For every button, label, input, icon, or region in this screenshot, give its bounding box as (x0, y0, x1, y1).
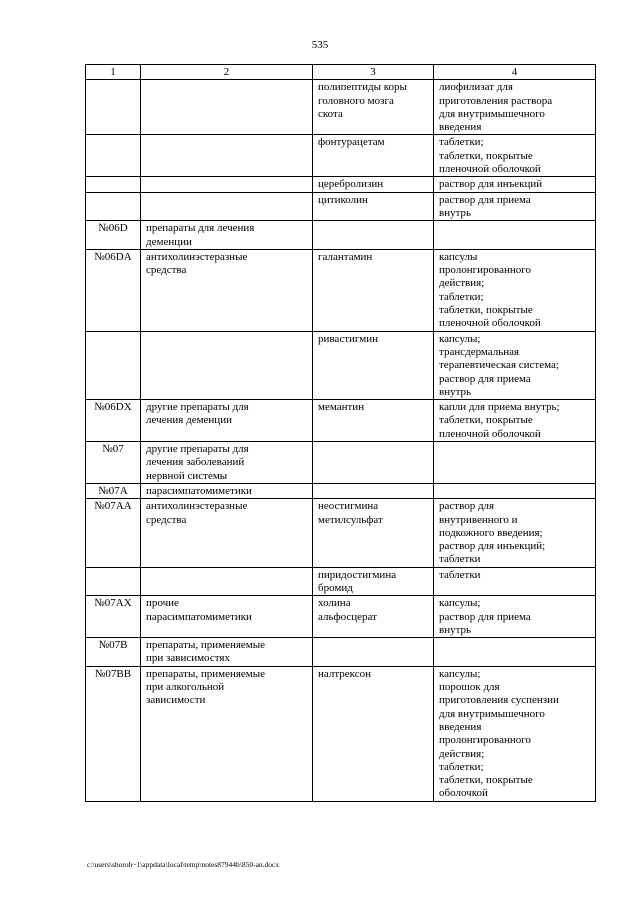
cell-line: антихолинэстеразные (146, 500, 248, 513)
cell-line: капсулы; (439, 597, 481, 610)
atc-code-cell: №06DA (86, 249, 141, 331)
group-name-cell (141, 135, 313, 177)
cell-line: лечения заболеваний (146, 456, 245, 469)
substance-cell (313, 331, 434, 399)
table-row (86, 666, 596, 801)
substance-cell (313, 596, 434, 638)
substance-cell (313, 567, 434, 596)
column-header-2: 2 (141, 65, 313, 80)
cell-line: таблетки, покрытые (439, 414, 533, 427)
cell-line: для внутримышечного (439, 107, 545, 120)
cell-line: скота (318, 107, 343, 120)
cell-line: для внутримышечного (439, 707, 545, 720)
drug-table (85, 64, 596, 802)
cell-line: раствор для инъекций; (439, 540, 546, 553)
dosage-form-cell (434, 80, 596, 135)
cell-line: цитиколин (318, 193, 368, 206)
substance-cell (313, 177, 434, 192)
dosage-form-cell (434, 400, 596, 442)
cell-line: ривастигмин (318, 332, 378, 345)
group-name-cell (141, 499, 313, 567)
dosage-form-cell (434, 666, 596, 801)
atc-code-cell (86, 192, 141, 221)
cell-line: введения (439, 121, 482, 134)
atc-code-cell (86, 177, 141, 192)
table-row (86, 221, 596, 250)
atc-code-cell (86, 331, 141, 399)
substance-cell (313, 483, 434, 498)
cell-line: трансдермальная (439, 345, 520, 358)
cell-line: раствор для приема (439, 193, 531, 206)
cell-line: пленочной оболочкой (439, 427, 541, 440)
cell-line: нервной системы (146, 469, 228, 482)
atc-code-cell (86, 80, 141, 135)
cell-line: капсулы; (439, 332, 481, 345)
cell-line: пленочной оболочкой (439, 317, 541, 330)
table-row (86, 499, 596, 567)
group-name-cell (141, 221, 313, 250)
cell-line: препараты, применяемые (146, 639, 266, 652)
cell-line: раствор для (439, 500, 495, 513)
cell-line: таблетки; (439, 290, 484, 303)
group-name-cell (141, 666, 313, 801)
substance-cell (313, 638, 434, 667)
table-row (86, 638, 596, 667)
cell-line: пленочной оболочкой (439, 163, 541, 176)
cell-line: таблетки, покрытые (439, 149, 533, 162)
table-row (86, 567, 596, 596)
cell-line: капли для приема внутрь; (439, 401, 560, 414)
cell-line: прочие (146, 597, 179, 610)
group-name-cell (141, 80, 313, 135)
cell-line: терапевтическая система; (439, 359, 559, 372)
atc-code-cell: №07АХ (86, 596, 141, 638)
dosage-form-cell (434, 135, 596, 177)
cell-line: препараты для лечения (146, 222, 255, 235)
group-name-cell (141, 596, 313, 638)
cell-line: подкожного введения; (439, 526, 543, 539)
cell-line: капсулы; (439, 667, 481, 680)
cell-line: метилсульфат (318, 513, 383, 526)
substance-cell (313, 442, 434, 484)
cell-line: оболочкой (439, 787, 488, 800)
cell-line: порошок для (439, 681, 500, 694)
cell-line: приготовления суспензии (439, 694, 559, 707)
group-name-cell (141, 483, 313, 498)
substance-cell (313, 499, 434, 567)
group-name-cell (141, 192, 313, 221)
table-row (86, 442, 596, 484)
cell-line: пролонгированного (439, 734, 531, 747)
cell-line: пиридостигмина (318, 568, 397, 581)
dosage-form-cell (434, 499, 596, 567)
substance-cell (313, 192, 434, 221)
cell-line: другие препараты для (146, 401, 249, 414)
atc-code-cell (86, 135, 141, 177)
cell-line: галантамин (318, 250, 373, 263)
cell-line: капсулы (439, 250, 478, 263)
cell-line: действия; (439, 277, 485, 290)
cell-line: таблетки; (439, 136, 484, 149)
table-row (86, 596, 596, 638)
cell-line: введения (439, 720, 482, 733)
group-name-cell (141, 442, 313, 484)
cell-line: альфосцерат (318, 610, 377, 623)
cell-line: полипептиды коры (318, 81, 407, 94)
cell-line: таблетки; (439, 760, 484, 773)
table-row (86, 80, 596, 135)
atc-code-cell: №07ВВ (86, 666, 141, 801)
substance-cell (313, 666, 434, 801)
cell-line: приготовления раствора (439, 94, 553, 107)
cell-line: внутрь (439, 206, 472, 219)
table-row (86, 483, 596, 498)
substance-cell (313, 249, 434, 331)
cell-line: головного мозга (318, 94, 394, 107)
cell-line: таблетки, покрытые (439, 304, 533, 317)
table-row (86, 192, 596, 221)
dosage-form-cell (434, 596, 596, 638)
cell-line: таблетки, покрытые (439, 774, 533, 787)
cell-line: антихолинэстеразные (146, 250, 248, 263)
table-row (86, 331, 596, 399)
cell-line: бромид (318, 581, 353, 594)
cell-line: препараты, применяемые (146, 667, 266, 680)
cell-line: фонтурацетам (318, 136, 385, 149)
atc-code-cell (86, 567, 141, 596)
cell-line: холина (318, 597, 351, 610)
substance-cell (313, 80, 434, 135)
group-name-cell (141, 249, 313, 331)
cell-line: лечения деменции (146, 414, 232, 427)
cell-line: раствор для приема (439, 610, 531, 623)
cell-line: мемантин (318, 401, 365, 414)
footer-file-path: c:\users\shoroh~1\appdata\local\temp\notes87944b\850-an.docx (87, 860, 280, 869)
column-header-1: 1 (86, 65, 141, 80)
group-name-cell (141, 331, 313, 399)
dosage-form-cell (434, 331, 596, 399)
cell-line: деменции (146, 235, 192, 248)
cell-line: лиофилизат для (439, 81, 513, 94)
dosage-form-cell (434, 192, 596, 221)
cell-line: налтрексон (318, 667, 372, 680)
group-name-cell (141, 400, 313, 442)
cell-line: средства (146, 513, 187, 526)
column-header-4: 4 (434, 65, 596, 80)
substance-cell (313, 135, 434, 177)
dosage-form-cell (434, 177, 596, 192)
atc-code-cell: №07АА (86, 499, 141, 567)
cell-line: при алкогольной (146, 681, 225, 694)
cell-line: неостигмина (318, 500, 379, 513)
cell-line: парасимпатомиметики (146, 484, 252, 497)
cell-line: действия; (439, 747, 485, 760)
cell-line: внутрь (439, 385, 472, 398)
substance-cell (313, 221, 434, 250)
cell-line: парасимпатомиметики (146, 610, 252, 623)
substance-cell (313, 400, 434, 442)
cell-line: при зависимостях (146, 652, 230, 665)
atc-code-cell: №06D (86, 221, 141, 250)
table-row (86, 249, 596, 331)
column-header-3: 3 (313, 65, 434, 80)
table-row (86, 135, 596, 177)
cell-line: таблетки (439, 568, 481, 581)
atc-code-cell: №07В (86, 638, 141, 667)
page-number: 535 (311, 39, 329, 51)
cell-line: пролонгированного (439, 264, 531, 277)
cell-line: другие препараты для (146, 443, 249, 456)
dosage-form-cell (434, 638, 596, 667)
table-header-row (86, 65, 596, 80)
atc-code-cell: №07А (86, 483, 141, 498)
cell-line: раствор для приема (439, 372, 531, 385)
cell-line: внутрь (439, 623, 472, 636)
cell-line: таблетки (439, 553, 481, 566)
cell-line: раствор для инъекций (439, 178, 543, 191)
atc-code-cell: №06DX (86, 400, 141, 442)
dosage-form-cell (434, 567, 596, 596)
dosage-form-cell (434, 442, 596, 484)
group-name-cell (141, 567, 313, 596)
table-body (86, 80, 596, 801)
table-row (86, 177, 596, 192)
cell-line: внутривенного и (439, 513, 518, 526)
atc-code-cell: №07 (86, 442, 141, 484)
group-name-cell (141, 177, 313, 192)
dosage-form-cell (434, 483, 596, 498)
cell-line: церебролизин (318, 178, 384, 191)
dosage-form-cell (434, 249, 596, 331)
cell-line: средства (146, 264, 187, 277)
dosage-form-cell (434, 221, 596, 250)
cell-line: зависимости (146, 694, 206, 707)
table-row (86, 400, 596, 442)
group-name-cell (141, 638, 313, 667)
